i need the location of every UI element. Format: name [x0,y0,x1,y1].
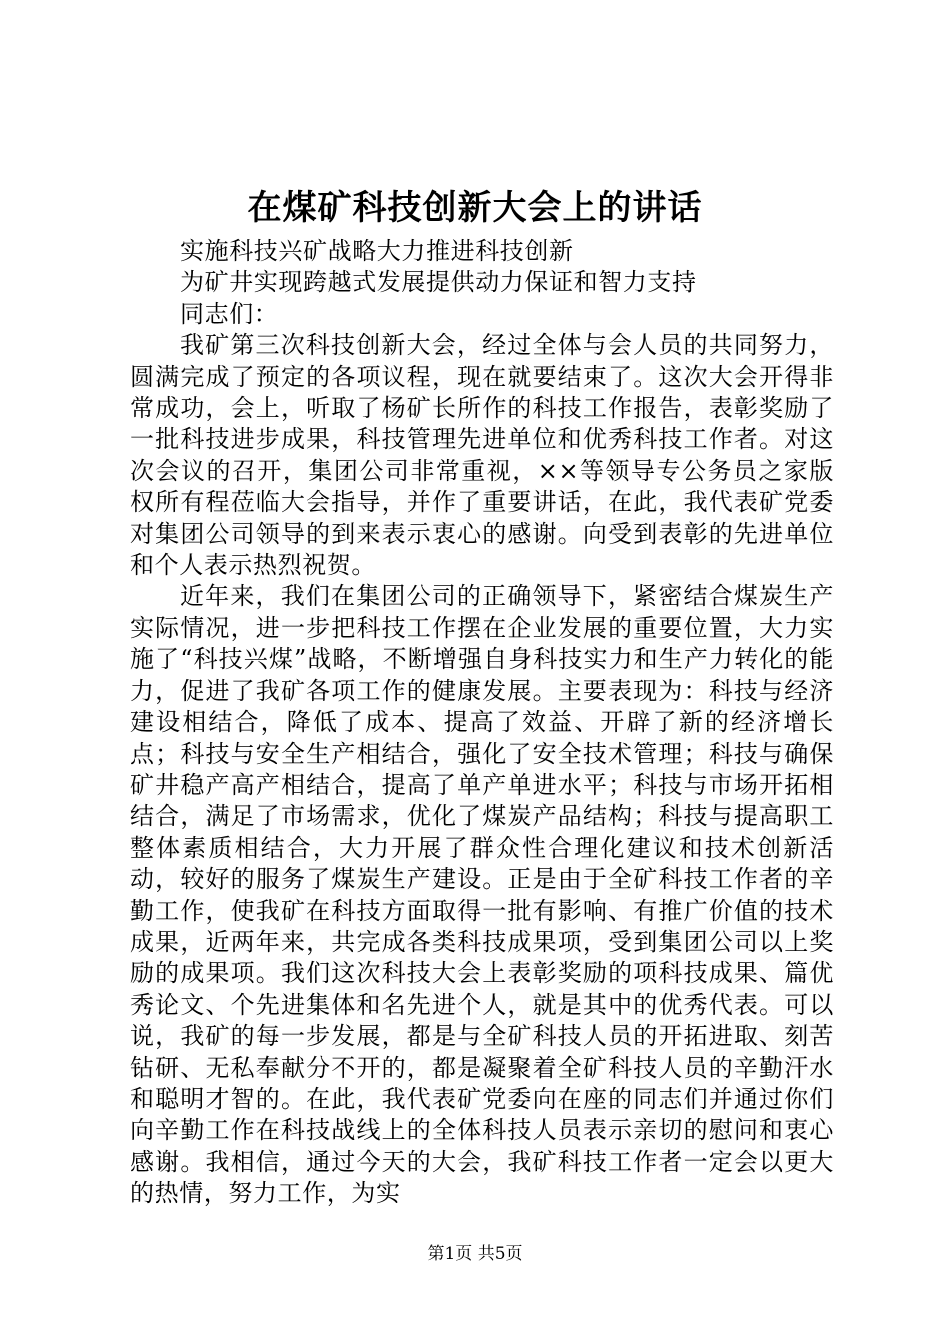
paragraph-2: 近年来，我们在集团公司的正确领导下，紧密结合煤炭生产实际情况，进一步把科技工作摆在企业发展的重要位置，大力实施了“科技兴煤”战略，不断增强自身科技实力和生产力转化的能力，促进了我矿各项工作的健康发展。主要表现为：科技与经济建设相结合，降低了成本、提高了效益、开辟了新的经济增长点；科技与安全生产相结合，强化了安全技术管理；科技与确保矿井稳产高产相结合，提高了单产单进水平；科技与市场开拓相结合，满足了市场需求，优化了煤炭产品结构；科技与提高职工整体素质相结合，大力开展了群众性合理化建议和技术创新活动，较好的服务了煤炭生产建设。正是由于全矿科技工作者的辛勤工作，使我矿在科技方面取得一批有影响、有推广价值的技术成果，近两年来，共完成各类科技成果项，受到集团公司以上奖励的成果项。我们这次科技大会上表彰奖励的项科技成果、篇优秀论文、个先进集体和名先进个人，就是其中的优秀代表。可以说，我矿的每一步发展，都是与全矿科技人员的开拓进取、刻苦钻研、无私奉献分不开的，都是凝聚着全矿科技人员的辛勤汗水和聪明才智的。在此，我代表矿党委向在座的同志们并通过你们向辛勤工作在科技战线上的全体科技人员表示亲切的慰问和衷心感谢。我相信，通过今天的大会，我矿科技工作者一定会以更大的热情，努力工作，为实 [130,582,834,1208]
subtitle-line-2: 为矿井实现跨越式发展提供动力保证和智力支持 [180,268,697,297]
subtitle-line-1: 实施科技兴矿战略大力推进科技创新 [180,237,574,265]
document-title: 在煤矿科技创新大会上的讲话 [247,188,703,228]
document-body [130,236,834,1210]
page-footer: 第1页 共5页 [427,1244,523,1264]
paragraph-1: 我矿第三次科技创新大会，经过全体与会人员的共同努力，圆满完成了预定的各项议程，现在就要结束了。这次大会开得非常成功，会上，听取了杨矿长所作的科技工作报告，表彰奖励了一批科技进步成果，科技管理先进单位和优秀科技工作者。对这次会议的召开，集团公司非常重视，××等领导专公务员之家版权所有程莅临大会指导，并作了重要讲话，在此，我代表矿党委对集团公司领导的到来表示衷心的感谢。向受到表彰的先进单位和个人表示热烈祝贺。 [130,331,834,580]
salutation: 同志们： [180,299,279,328]
